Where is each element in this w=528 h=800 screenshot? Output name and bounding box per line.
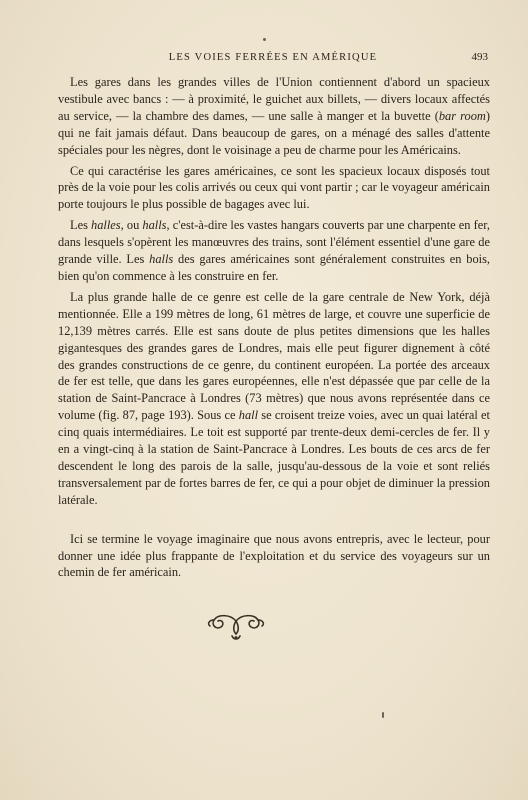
text-run: se croisent treize voies, avec un quai latéral et cinq quais intermédiaires. Le toit est supporté par trente-deux demi-cercles de fer. Il y en a vingt-cinq à la station de Saint-Pancrace à Londres. Les bouts de ces arcs de fer descendent le long des parois de la salle, jusqu'au-dessous de la voie et sont reliés transversalement par de fortes barres de fer, ce qui a pour objet de diminuer la pression latérale. bbox=[58, 408, 490, 507]
italic-term: bar room bbox=[438, 108, 486, 123]
italic-term: halls bbox=[149, 252, 174, 267]
body-paragraph bbox=[58, 163, 490, 214]
body-text bbox=[58, 74, 490, 585]
italic-term: halls bbox=[142, 218, 167, 233]
text-run: Les gares dans les grandes villes de l'Union contiennent d'abord un spacieux vestibule avec bancs : — à proximité, le guichet aux billets, — divers locaux affectés au service, — la chambre des dames, — une salle à manger et la buvette ( bbox=[58, 75, 490, 123]
text-run: , ou bbox=[120, 218, 143, 233]
body-paragraph bbox=[58, 74, 490, 159]
text-run: La plus grande halle de ce genre est celle de la gare centrale de New York, déjà mentionnée. Elle a 199 mètres de long, 61 mètres de large, et couvre une superficie de 12,139 mètres carrés. Elle est sans doute de plus petites dimensions que les halles gigantesques des grandes gares de Londres, mais elle peut figurer dignement à côté des grandes constructions de ce genre, du continent européen. La portée des arceaux de fer est telle, que dans les gares européennes, elle n'est dépassée que par celle de la station de Saint-Pancrace à Londres (73 mètres) que nous avons représentée dans ce volume (fig. 87, page 193). Sous ce bbox=[58, 289, 490, 423]
text-run: Les bbox=[70, 218, 92, 233]
page-header bbox=[58, 50, 488, 66]
running-title: LES VOIES FERRÉES EN AMÉRIQUE bbox=[168, 52, 378, 63]
text-run: , c'est-à-dire les vastes hangars couverts par une charpente en fer, dans lesquels s'opèrent les manœuvres des trains, sont l'élément essentiel d'une gare de grande ville. Les bbox=[58, 218, 490, 267]
text-run: des gares américaines sont généralement construites en bois, bien qu'on commence à les construire en fer. bbox=[58, 252, 491, 283]
italic-term: halles bbox=[91, 218, 121, 233]
text-run: ) qui ne fait jamais défaut. Dans beaucoup de gares, on a ménagé des salles d'attente spéciales pour les nègres, dont le voisinage a peu de charme pour les Américains. bbox=[58, 108, 491, 157]
body-paragraph bbox=[58, 531, 490, 582]
italic-term: hall bbox=[238, 408, 259, 423]
page-number: 493 bbox=[471, 51, 488, 63]
page-speck bbox=[382, 712, 384, 718]
page-speck bbox=[263, 38, 266, 41]
flourish-ornament-icon bbox=[204, 612, 268, 642]
text-run: Ici se termine le voyage imaginaire que nous avons entrepris, avec le lecteur, pour donner une idée plus frappante de l'exploitation et du service des voyageurs sur un chemin de fer américain. bbox=[58, 531, 490, 580]
text-run: Ce qui caractérise les gares américaines, ce sont les spacieux locaux disposés tout près de la voie pour les colis arrivés ou ceux qui vont partir ; car le voyageur américain porte toujours le plus possible de bagages avec lui. bbox=[58, 163, 490, 212]
body-paragraph bbox=[58, 289, 490, 509]
body-paragraph bbox=[58, 217, 490, 285]
